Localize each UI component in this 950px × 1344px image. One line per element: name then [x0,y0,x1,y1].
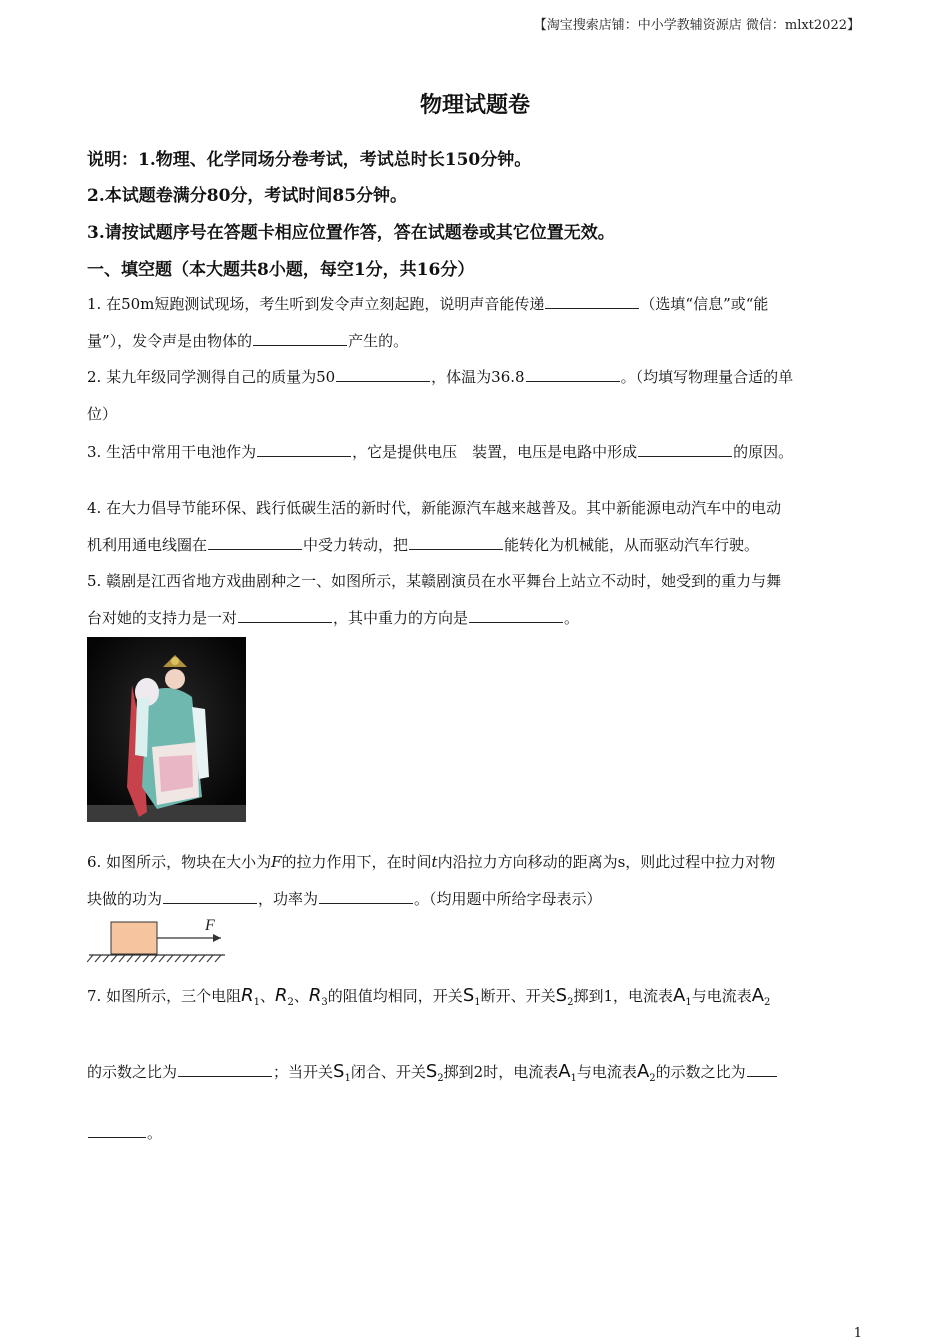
q7-r3: R [308,985,322,1006]
question-1-cont [87,330,867,351]
q4-blank-1 [208,534,302,550]
q7-text-g: ；当开关 [273,1063,334,1081]
force-diagram [87,913,232,965]
q6-text-c: 内沿拉力方向移动的距离为s，则此过程中拉力对物 [437,853,776,871]
q4-text-a: 4. 在大力倡导节能环保、践行低碳生活的新时代，新能源汽车越来越普及。其中新能源电动汽车中的电动 [87,499,782,517]
q7-sep-1: 、 [259,987,275,1005]
q2-text-b: ，体温为36.8 [431,368,525,386]
question-4-cont [87,534,867,555]
q6-blank-2 [319,888,413,904]
q1-text-a: 1. 在50m短跑测试现场，考生听到发令声立刻起跑，说明声音能传递 [87,295,545,313]
q7-text-c: 断开、开关 [480,987,556,1005]
question-5 [87,570,867,591]
q7-r2: R [275,985,288,1006]
instruction-line-2: 2.本试题卷满分80分，考试时间85分钟。 [87,186,408,206]
q7-r3-sub: 3 [321,997,328,1008]
question-5-cont [87,607,867,628]
q7-s2-sub: 2 [567,997,574,1008]
q7-text-j: 与电流表 [576,1063,637,1081]
q7-blank-2a [747,1061,777,1077]
question-7-end [87,1122,867,1143]
q7-s1: S [462,985,475,1006]
ground-hatch [87,955,221,962]
page-number: 1 [853,1326,862,1341]
q7-text-e: 与电流表 [691,987,752,1005]
q7-text-a: 7. 如图所示，三个电阻 [87,987,242,1005]
q7-text-d: 掷到1，电流表 [573,987,673,1005]
q4-blank-2 [409,534,503,550]
q1-blank-2 [253,330,347,346]
q7-text-f: 的示数之比为 [87,1063,178,1081]
q2-blank-1 [336,366,430,382]
q4-text-b: 机利用通电线圈在 [87,536,208,554]
q7-s1b: S [333,1061,345,1082]
header-note: 【淘宝搜索店铺：中小学教辅资源店 微信：mlxt2022】 [533,18,860,33]
q2-text-c: 。（均填写物理量合适的单 [620,368,794,386]
q7-s2: S [555,985,568,1006]
force-label: F [205,917,215,934]
question-3 [87,441,867,462]
q6-text-f: 。（均用题中所给字母表示） [414,890,602,908]
q7-text-i: 掷到2时，电流表 [443,1063,559,1081]
question-6 [87,851,867,872]
instruction-line-3: 3.请按试题序号在答题卡相应位置作答，答在试题卷或其它位置无效。 [87,223,615,243]
page-title: 物理试题卷 [419,92,530,118]
q5-text-c: ，其中重力的方向是 [333,609,469,627]
q1-text-c: 量”），发令声是由物体的 [87,332,253,350]
q7-text-l: 。 [147,1124,163,1142]
q7-a2-sub: 2 [764,997,771,1008]
question-4 [87,497,867,518]
q3-blank-1 [257,441,351,457]
arrow-head [213,934,221,942]
q2-text-a: 2. 某九年级同学测得自己的质量为50 [87,368,336,386]
question-1 [87,293,867,314]
question-2 [87,366,867,387]
q5-blank-2 [469,607,563,623]
q7-a2: A [751,985,765,1006]
q4-text-d: 能转化为机械能，从而驱动汽车行驶。 [504,536,760,554]
opera-performer-photo [87,637,246,822]
q7-a1: A [673,985,686,1006]
q5-text-d: 。 [564,609,580,627]
question-7-cont [87,1061,867,1084]
q6-text-d: 块做的功为 [87,890,163,908]
q2-blank-2 [526,366,620,382]
question-7 [87,985,867,1008]
q7-a1b: A [558,1061,571,1082]
q7-r1-sub: 1 [253,997,260,1008]
q7-s2b: S [425,1061,438,1082]
q7-s1-sub: 1 [474,997,481,1008]
q6-blank-1 [163,888,257,904]
q6-text-a: 6. 如图所示，物块在大小为 [87,853,272,871]
q7-a1-sub: 1 [685,997,692,1008]
q6-symbol-t: t [431,853,438,871]
q1-text-d: 产生的。 [348,332,409,350]
q6-text-b: 的拉力作用下，在时间 [281,853,432,871]
instruction-line-1: 说明：1.物理、化学同场分卷考试，考试总时长150分钟。 [87,150,532,170]
q1-text-b: （选填“信息”或“能 [640,295,769,313]
q5-text-a: 5. 赣剧是江西省地方戏曲剧种之一、如图所示，某赣剧演员在水平舞台上站立不动时，她受到的重力与舞 [87,572,782,590]
q3-text-c: 的原因。 [733,443,794,461]
q5-text-b: 台对她的支持力是一对 [87,609,238,627]
question-6-cont [87,888,867,909]
q7-a2b-sub: 2 [649,1073,656,1084]
q5-blank-1 [238,607,332,623]
q4-text-c: 中受力转动，把 [303,536,409,554]
q2-text-d: 位） [87,405,118,423]
q7-sep-2: 、 [293,987,309,1005]
q7-text-b: 的阻值均相同，开关 [327,987,463,1005]
q7-a2b: A [636,1061,650,1082]
q7-a1b-sub: 1 [570,1073,577,1084]
q6-symbol-f: F [271,853,282,871]
q3-text-a: 3. 生活中常用干电池作为 [87,443,257,461]
q7-s1b-sub: 1 [344,1073,351,1084]
q1-blank-1 [545,293,639,309]
q7-s2b-sub: 2 [437,1073,444,1084]
q6-text-e: ，功率为 [258,890,319,908]
q7-blank-2b [88,1122,146,1138]
q7-r1: R [241,985,254,1006]
question-2-cont [87,403,867,424]
q7-r2-sub: 2 [287,997,294,1008]
section-heading: 一、填空题（本大题共8小题，每空1分，共16分） [87,260,475,280]
q3-text-b: ，它是提供电压 装置，电压是电路中形成 [352,443,638,461]
q3-blank-2 [638,441,732,457]
q7-text-h: 闭合、开关 [350,1063,426,1081]
block [111,922,157,954]
q7-blank-1 [178,1061,272,1077]
q7-text-k: 的示数之比为 [655,1063,746,1081]
